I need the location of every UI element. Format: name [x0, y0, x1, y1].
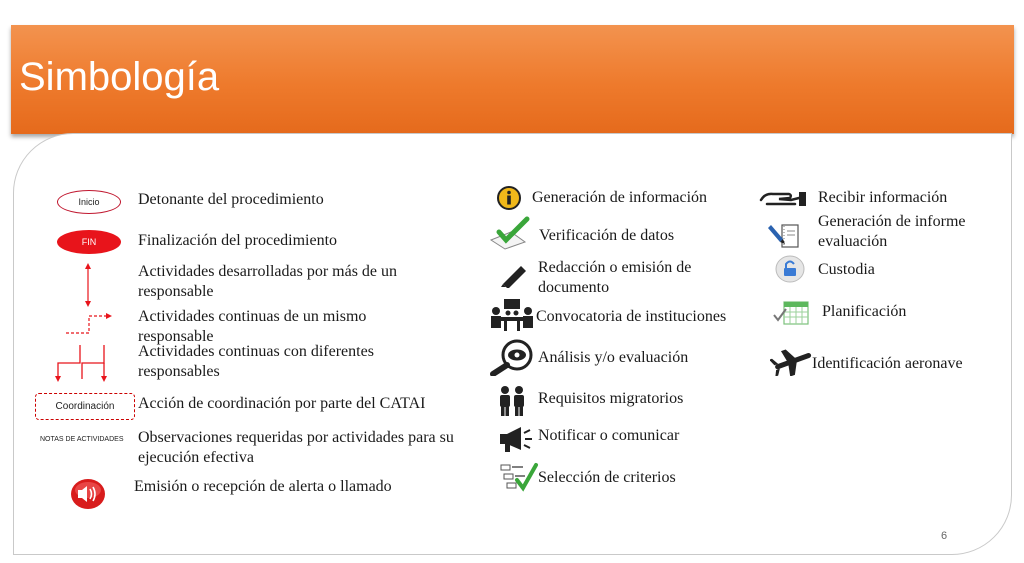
- notificar-text: Notificar o comunicar: [538, 427, 680, 444]
- seleccion-text: Selección de criterios: [538, 469, 676, 486]
- generacion-info-text: Generación de información: [532, 189, 708, 206]
- meeting-icon: [488, 297, 536, 333]
- people-icon: [497, 385, 527, 417]
- redaccion-text: Redacción o emisión de documento: [538, 259, 692, 296]
- megaphone-icon: [497, 424, 535, 454]
- lock-icon: [775, 255, 805, 283]
- verificacion-text: Verificación de datos: [539, 227, 675, 244]
- requisitos-text: Requisitos migratorios: [538, 390, 684, 407]
- coordinacion-box: [35, 393, 135, 420]
- continuas-diferentes-text: Actividades continuas con diferentes responsables: [138, 343, 374, 380]
- page-title: Simbología: [19, 55, 220, 99]
- diverging-arrows-icon: [52, 341, 114, 383]
- report-pen-icon: [766, 222, 802, 250]
- recibir-text: Recibir información: [818, 189, 948, 206]
- info-icon: [497, 186, 521, 210]
- checklist-icon: [499, 462, 539, 494]
- coordinacion-label: Coordinación: [55, 401, 115, 412]
- continuas-mismo-text: Actividades continuas de un mismo responsable: [138, 308, 367, 345]
- calendar-check-icon: [772, 299, 810, 327]
- inicio-label: Inicio: [78, 197, 100, 207]
- hand-receive-icon: [759, 188, 807, 210]
- checkmark-clipboard-icon: [489, 216, 531, 250]
- generacion-informe-text: Generación de informe evaluación: [818, 213, 966, 250]
- detonante-text: Detonante del procedimiento: [138, 191, 324, 208]
- custodia-text: Custodia: [818, 261, 875, 278]
- analisis-text: Análisis y/o evaluación: [538, 349, 689, 366]
- magnifier-eye-icon: [489, 338, 535, 376]
- identificacion-text: Identificación aeronave: [812, 355, 963, 372]
- fin-label: FIN: [81, 237, 97, 247]
- actividades-mas-uno-text: Actividades desarrolladas por más de un responsable: [138, 263, 398, 300]
- pencil-icon: [499, 262, 529, 288]
- convocatoria-text: Convocatoria de instituciones: [536, 308, 727, 325]
- notas-label: NOTAS DE ACTIVIDADES: [40, 436, 124, 443]
- observaciones-text: Observaciones requeridas por actividades para su ejecución efectiva: [138, 429, 454, 466]
- inicio-oval: [57, 190, 121, 214]
- alarm-speaker-icon: [70, 478, 106, 510]
- emision-text: Emisión o recepción de alerta o llamado: [134, 478, 392, 495]
- title-banner: [11, 25, 1014, 134]
- double-arrow-icon: [80, 262, 96, 308]
- fin-oval: [57, 230, 121, 254]
- finalizacion-text: Finalización del procedimiento: [138, 232, 338, 249]
- page-number: 6: [941, 530, 948, 542]
- coordinacion-text: Acción de coordinación por parte del CATAI: [138, 395, 426, 412]
- step-arrow-icon: [64, 310, 114, 336]
- planificacion-text: Planificación: [822, 303, 907, 320]
- airplane-icon: [770, 346, 814, 376]
